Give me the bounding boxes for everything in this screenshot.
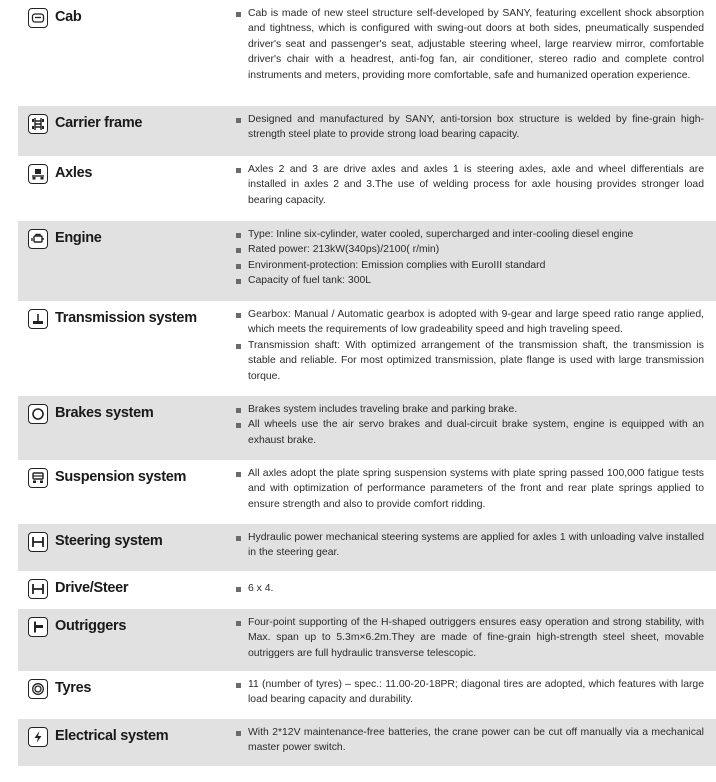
row-description xyxy=(236,466,716,512)
row-description xyxy=(236,307,716,384)
spec-label xyxy=(18,112,236,134)
row-title: Carrier frame xyxy=(55,115,143,131)
row-title: Outriggers xyxy=(55,618,127,634)
spec-label xyxy=(18,227,236,249)
bullet-text: 6 x 4. xyxy=(236,581,704,596)
spec-row-steering-system xyxy=(18,524,716,571)
bullet-text: With 2*12V maintenance-free batteries, the crane power can be cut off manually via a mechanical master power switch. xyxy=(236,725,704,756)
spec-row-brakes-system xyxy=(18,396,716,460)
row-description xyxy=(236,6,716,83)
outriggers-icon xyxy=(28,617,48,637)
row-description xyxy=(236,112,716,143)
row-description xyxy=(236,725,716,756)
bullet-text: All axles adopt the plate spring suspension systems with plate spring passed 100,000 fatigue tests and with optimization of performance parameters of the front and rear plate springs applied to ensure strength and also to provide comfort ridding. xyxy=(236,466,704,512)
bullet-text: 11 (number of tyres) – spec.: 11.00-20-18PR; diagonal tires are adopted, which features with large load bearing capacity and durability. xyxy=(236,677,704,708)
row-description xyxy=(236,162,716,208)
row-title: Electrical system xyxy=(55,728,169,744)
spec-label xyxy=(18,615,236,637)
bullet-text: Designed and manufactured by SANY, anti-torsion box structure is welded by fine-grain high-strength steel plate to provide strong load bearing capacity. xyxy=(236,112,704,143)
drive-steer-icon xyxy=(28,579,48,599)
spec-row-cab xyxy=(18,0,716,106)
spec-row-electrical-system xyxy=(18,719,716,766)
row-title: Suspension system xyxy=(55,469,187,485)
row-title: Axles xyxy=(55,165,93,181)
spec-label xyxy=(18,307,236,329)
row-title: Cab xyxy=(55,9,82,25)
electrical-icon xyxy=(28,727,48,747)
row-title: Brakes system xyxy=(55,405,154,421)
steering-icon xyxy=(28,532,48,552)
cab-icon xyxy=(28,8,48,28)
bullet-text: Cab is made of new steel structure self-developed by SANY, featuring excellent shock absorption and tightness, which is configured with swing-out doors at both sides, pneumatically suspended driver's seat and passenger's seat, adjustable steering wheel, large rearview mirror, comfortable driver's chair with a headrest, anti-fog fan, air conditioner, stereo radio and complete control instruments and meters, providing more comfortable, safe and humanized operation experience. xyxy=(236,6,704,83)
row-title: Drive/Steer xyxy=(55,580,129,596)
spec-label xyxy=(18,530,236,552)
bullet-text: Hydraulic power mechanical steering systems are applied for axles 1 with unloading valve installed in the steering gear. xyxy=(236,530,704,561)
row-description xyxy=(236,227,716,289)
bullet-text: Type: Inline six-cylinder, water cooled, supercharged and inter-cooling diesel engine xyxy=(236,227,704,242)
bullet-text: Transmission shaft: With optimized arrangement of the transmission shaft, the transmission is stable and reliable. For most optimized transmission, plate flange is used with large transmission torque. xyxy=(236,338,704,384)
spec-row-drive-steer xyxy=(18,571,716,609)
bullet-text: Rated power: 213kW(340ps)/2100( r/min) xyxy=(236,242,704,257)
spec-table xyxy=(18,0,716,766)
transmission-icon xyxy=(28,309,48,329)
bullet-text: Brakes system includes traveling brake and parking brake. xyxy=(236,402,704,417)
bullet-text: Axles 2 and 3 are drive axles and axles 1 is steering axles, axle and wheel differentials are installed in axles 2 and 3.The use of welding process for axle housing provides stronger load bearing capacity. xyxy=(236,162,704,208)
tyres-icon xyxy=(28,679,48,699)
row-title: Transmission system xyxy=(55,310,197,326)
spec-row-transmission-system xyxy=(18,301,716,396)
spec-row-engine xyxy=(18,221,716,301)
spec-row-outriggers xyxy=(18,609,716,671)
row-description xyxy=(236,677,716,708)
spec-label xyxy=(18,402,236,424)
carrier-frame-icon xyxy=(28,114,48,134)
bullet-text: All wheels use the air servo brakes and dual-circuit brake system, engine is equipped with an exhaust brake. xyxy=(236,417,704,448)
spec-label xyxy=(18,677,236,699)
row-description xyxy=(236,577,716,596)
spec-label xyxy=(18,577,236,599)
row-title: Tyres xyxy=(55,680,92,696)
spec-row-carrier-frame xyxy=(18,106,716,156)
axles-icon xyxy=(28,164,48,184)
suspension-icon xyxy=(28,468,48,488)
row-title: Engine xyxy=(55,230,102,246)
engine-icon xyxy=(28,229,48,249)
brakes-icon xyxy=(28,404,48,424)
spec-label xyxy=(18,162,236,184)
spec-label xyxy=(18,466,236,488)
spec-row-tyres xyxy=(18,671,716,719)
row-title: Steering system xyxy=(55,533,163,549)
row-description xyxy=(236,615,716,661)
row-description xyxy=(236,402,716,448)
spec-label xyxy=(18,6,236,28)
spec-label xyxy=(18,725,236,747)
bullet-text: Four-point supporting of the H-shaped outriggers ensures easy operation and strong stability, with Max. span up to 5.3m×6.2m.They are made of fine-grain high-strength steel sheet, movable outriggers are full hydraulic transverse telescopic. xyxy=(236,615,704,661)
bullet-text: Gearbox: Manual / Automatic gearbox is adopted with 9-gear and large speed ratio range applied, which meets the requirements of low gradeability speed and high traveling speed. xyxy=(236,307,704,338)
spec-row-suspension-system xyxy=(18,460,716,524)
bullet-text: Environment-protection: Emission complies with EuroIII standard xyxy=(236,258,704,273)
bullet-text: Capacity of fuel tank: 300L xyxy=(236,273,704,288)
row-description xyxy=(236,530,716,561)
spec-row-axles xyxy=(18,156,716,221)
